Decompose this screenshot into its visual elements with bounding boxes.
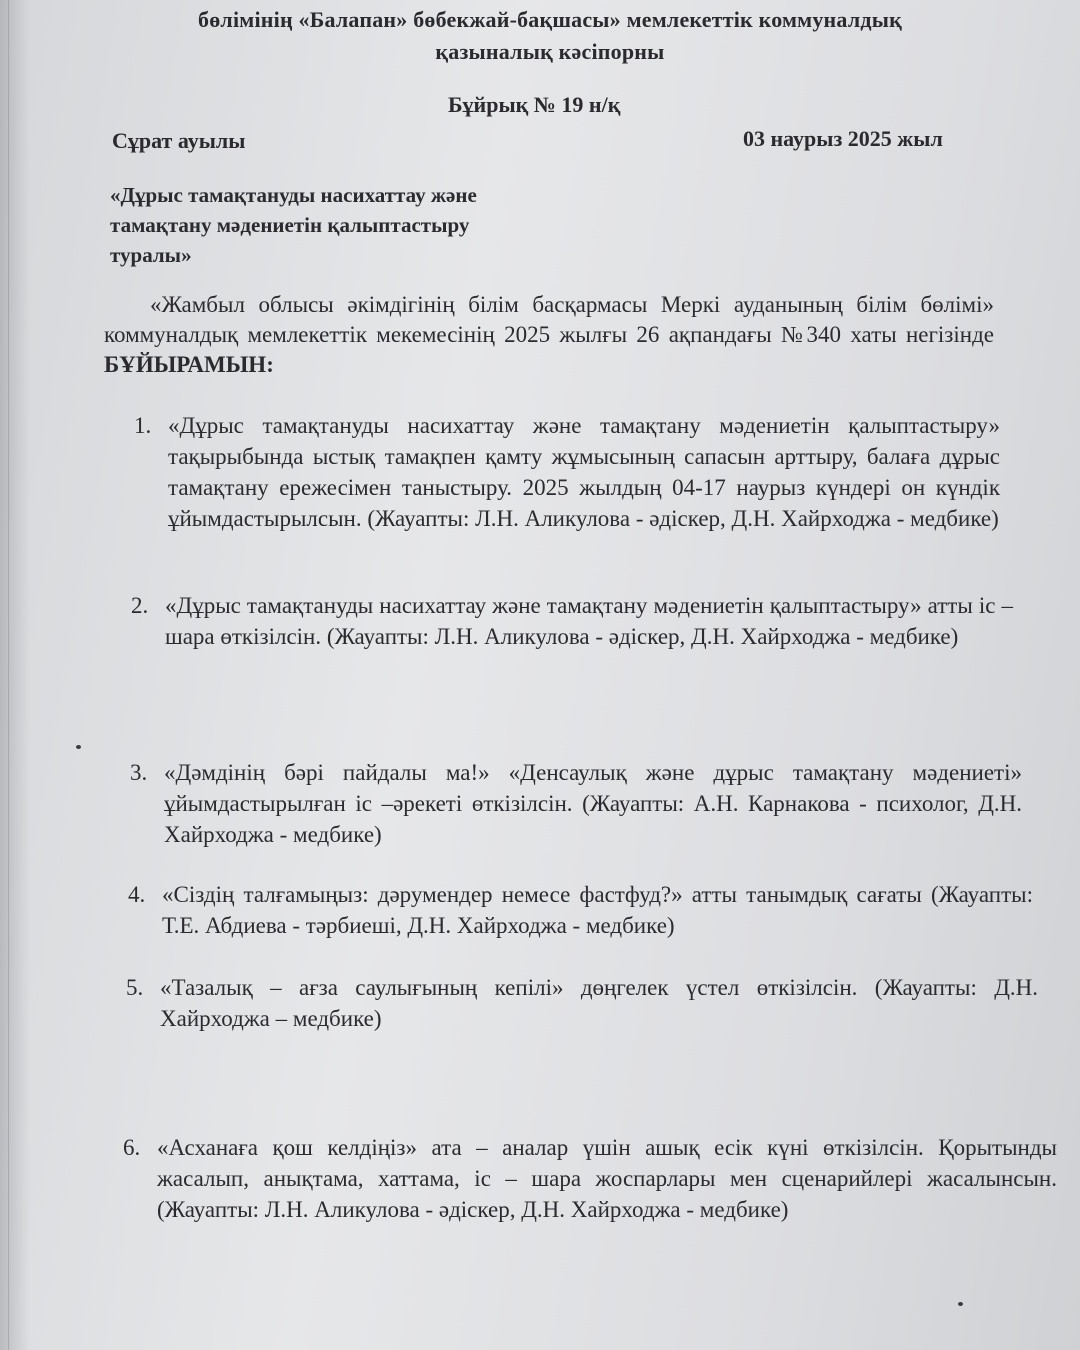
item-number: 3. xyxy=(130,760,148,785)
page-edge-shadow xyxy=(0,0,30,1350)
order-item-1 xyxy=(134,410,1000,534)
preamble-emphasis: БҰЙЫРАМЫН: xyxy=(104,352,274,377)
order-item-3 xyxy=(130,757,1022,850)
item-number: 2. xyxy=(131,593,149,618)
item-number: 4. xyxy=(128,882,146,907)
item-text: «Асханаға қош келдіңіз» ата – аналар үшін ашық есік күні өткізілсін. Қорытынды жасалып, анықтама, хаттама, іс – шара жоспарлары мен сценарийлері жасалынсын. (Жауапты: Л.Н. Аликулова - әдіскер, Д.Н. Хайрходжа - медбике) xyxy=(157,1135,1057,1222)
ink-speck xyxy=(76,745,81,749)
item-text: «Дұрыс тамақтануды насихаттау және тамақтану мәдениетін қалыптастыру» атты іс – шара өткізілсін. (Жауапты: Л.Н. Аликулова - әдіскер, Д.Н. Хайрходжа - медбике) xyxy=(165,593,1013,649)
item-text: «Дұрыс тамақтануды насихаттау және тамақтану мәдениетін қалыптастыру» тақырыбында ыстық тамақпен қамту жұмысының сапасын арттыру, балаға дұрыс тамақтану ережесімен таныстыру. 2025 жылдың 04-17 наурыз күндері он күндік ұйымдастырылсын. (Жауапты: Л.Н. Аликулова - әдіскер, Д.Н. Хайрходжа - медбике) xyxy=(168,413,1000,531)
preamble-text: «Жамбыл облысы әкімдігінің білім басқармасы Меркі ауданының білім бөлімі» коммуналдық мемлекеттік мекемесінің 2025 жылғы 26 ақпандағы №340 хаты негізінде xyxy=(104,292,994,347)
order-date: 03 наурыз 2025 жыл xyxy=(743,126,943,151)
organization-header xyxy=(140,4,960,68)
item-number: 1. xyxy=(134,413,152,438)
header-line-1: бөлімінің «Балапан» бөбекжай-бақшасы» мемлекеттік коммуналдық xyxy=(198,7,902,32)
order-item-5 xyxy=(126,972,1038,1034)
item-number: 6. xyxy=(123,1135,141,1160)
order-item-6 xyxy=(123,1132,1057,1225)
item-text: «Сіздің талғамыңыз: дәрумендер немесе фастфуд?» атты танымдық сағаты (Жауапты: Т.Е. Абдиева - тәрбиеші, Д.Н. Хайрходжа - медбике) xyxy=(162,882,1033,938)
order-preamble xyxy=(104,290,994,380)
order-title: Бұйрық № 19 н/қ xyxy=(448,92,621,117)
ink-speck xyxy=(958,1302,963,1306)
header-line-2: қазыналық кәсіпорны xyxy=(435,39,665,64)
item-text: «Дәмдінің бәрі пайдалы ма!» «Денсаулық және дұрыс тамақтану мәдениеті» ұйымдастырылған іс –әрекеті өткізілсін. (Жауапты: А.Н. Карнакова - психолог, Д.Н. Хайрходжа - медбике) xyxy=(164,760,1022,847)
order-item-4 xyxy=(128,879,1033,941)
item-text: «Тазалық – ағза саулығының кепілі» дөңгелек үстел өткізілсін. (Жауапты: Д.Н. Хайрходжа – медбике) xyxy=(160,975,1038,1031)
page-edge-line xyxy=(8,0,9,1350)
order-item-2 xyxy=(131,590,1013,652)
item-number: 5. xyxy=(126,975,144,1000)
order-subject: «Дұрыс тамақтануды насихаттау және тамақтану мәдениетін қалыптастыру туралы» xyxy=(110,183,477,267)
order-place: Сұрат ауылы xyxy=(112,128,246,153)
